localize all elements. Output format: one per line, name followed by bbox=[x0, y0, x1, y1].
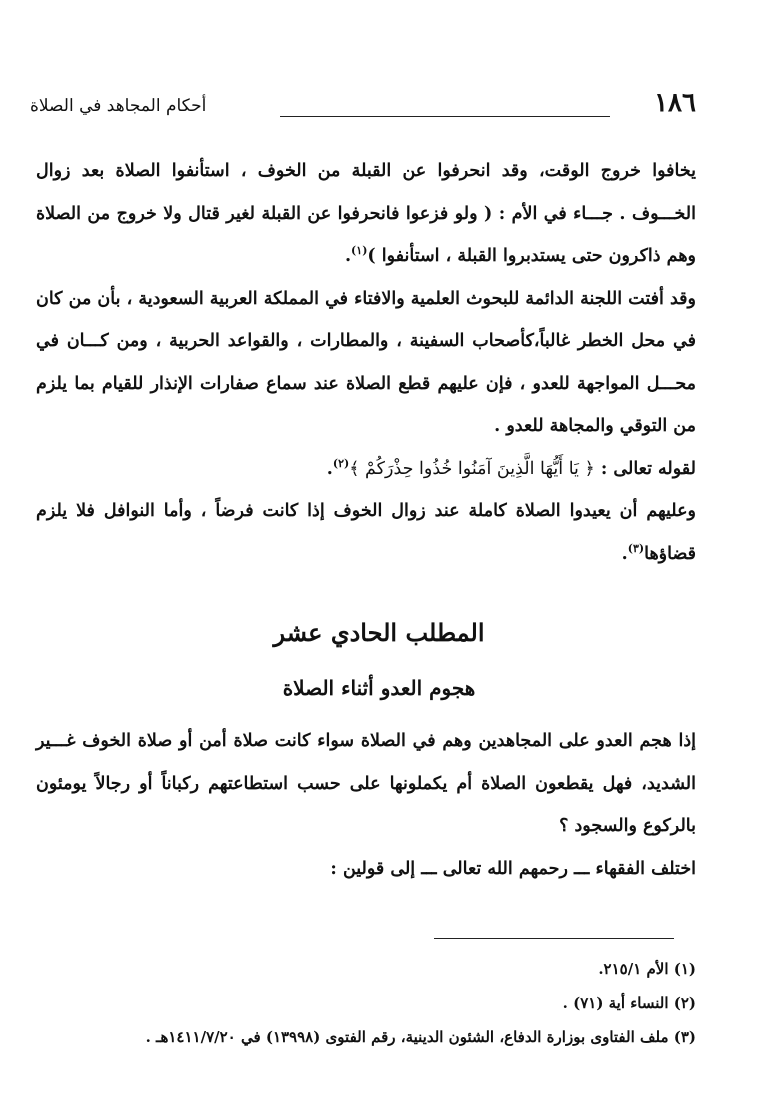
verse-intro: لقوله تعالى : bbox=[600, 458, 696, 479]
paragraph-4-text: وعليهم أن يعيدوا الصلاة كاملة عند زوال الخوف إذا كانت فرضاً ، وأما النوافل فلا يلزم قضاؤها bbox=[36, 501, 696, 564]
footnote-ref-3: (٣) bbox=[627, 541, 645, 555]
paragraph-1 bbox=[36, 150, 696, 278]
page-header bbox=[30, 88, 696, 128]
section-title: المطلب الحادي عشر bbox=[273, 618, 485, 647]
paragraph-4-end: . bbox=[621, 543, 628, 564]
footnote-ref-2: (٢) bbox=[332, 456, 350, 470]
section-subtitle: هجوم العدو أثناء الصلاة bbox=[282, 676, 476, 700]
paragraph-3 bbox=[36, 448, 696, 491]
page-number: ١٨٦ bbox=[654, 88, 696, 118]
running-title: أحكام المجاهد في الصلاة bbox=[30, 96, 207, 116]
quran-verse: ﴿ يَا أَيُّهَا الَّذِينَ آمَنُوا خُذُوا حِذْرَكُمْ ﴾ bbox=[349, 458, 595, 479]
footnotes bbox=[36, 952, 696, 1054]
footnote-2: (٢) النساء أية (٧١) . bbox=[562, 994, 696, 1012]
footnote-ref-1: (١) bbox=[351, 244, 368, 258]
main-text bbox=[36, 150, 696, 575]
section-text bbox=[36, 720, 696, 890]
footnote-divider bbox=[434, 938, 674, 939]
footnote-3: (٣) ملف الفتاوى بوزارة الدفاع، الشئون الدينية، رقم الفتوى (١٣٩٩٨) في ١٤١١/٧/٢٠هـ . bbox=[145, 1028, 696, 1046]
paragraph-3-end: . bbox=[326, 458, 333, 479]
header-divider bbox=[280, 116, 610, 117]
paragraph-1-end: . bbox=[344, 246, 352, 266]
paragraph-1-text: يخافوا خروج الوقت، وقد انحرفوا عن القبلة من الخوف ، استأنفوا الصلاة بعد زوال الخـــوف . جـــاء في الأم : ( ولو فزعوا فانحرفوا عن القبلة لغير قتال ولا خروج من الصلاة وهم ذاكرون حتى يستدبروا القبلة ، استأنفوا ) bbox=[36, 161, 696, 266]
footnote-1: (١) الأم ٢١٥/١. bbox=[598, 960, 696, 978]
section-paragraph-2: اختلف الفقهاء ـــ رحمهم الله تعالى ـــ إلى قولين : bbox=[330, 858, 696, 879]
section-paragraph-1: إذا هجم العدو على المجاهدين وهم في الصلاة سواء كانت صلاة أمن أو صلاة الخوف غـــير الشديد، فهل يقطعون الصلاة أم يكملونها على حسب استطاعتهم ركباناً أو رجالاً يومئون بالركوع والسجود ؟ bbox=[36, 731, 696, 836]
paragraph-4 bbox=[36, 490, 696, 575]
paragraph-2: وقد أفتت اللجنة الدائمة للبحوث العلمية والافتاء في المملكة العربية السعودية ، بأن من كان في محل الخطر غالباً،كأصحاب السفينة ، والمطارات ، والقواعد الحربية ، ومن كـــان في محـــل المواجهة للعدو ، فإن عليهم قطع الصلاة عند سماع صفارات الإنذار للقيام بما يلزم من التوقي والمجاهة للعدو . bbox=[36, 288, 696, 436]
